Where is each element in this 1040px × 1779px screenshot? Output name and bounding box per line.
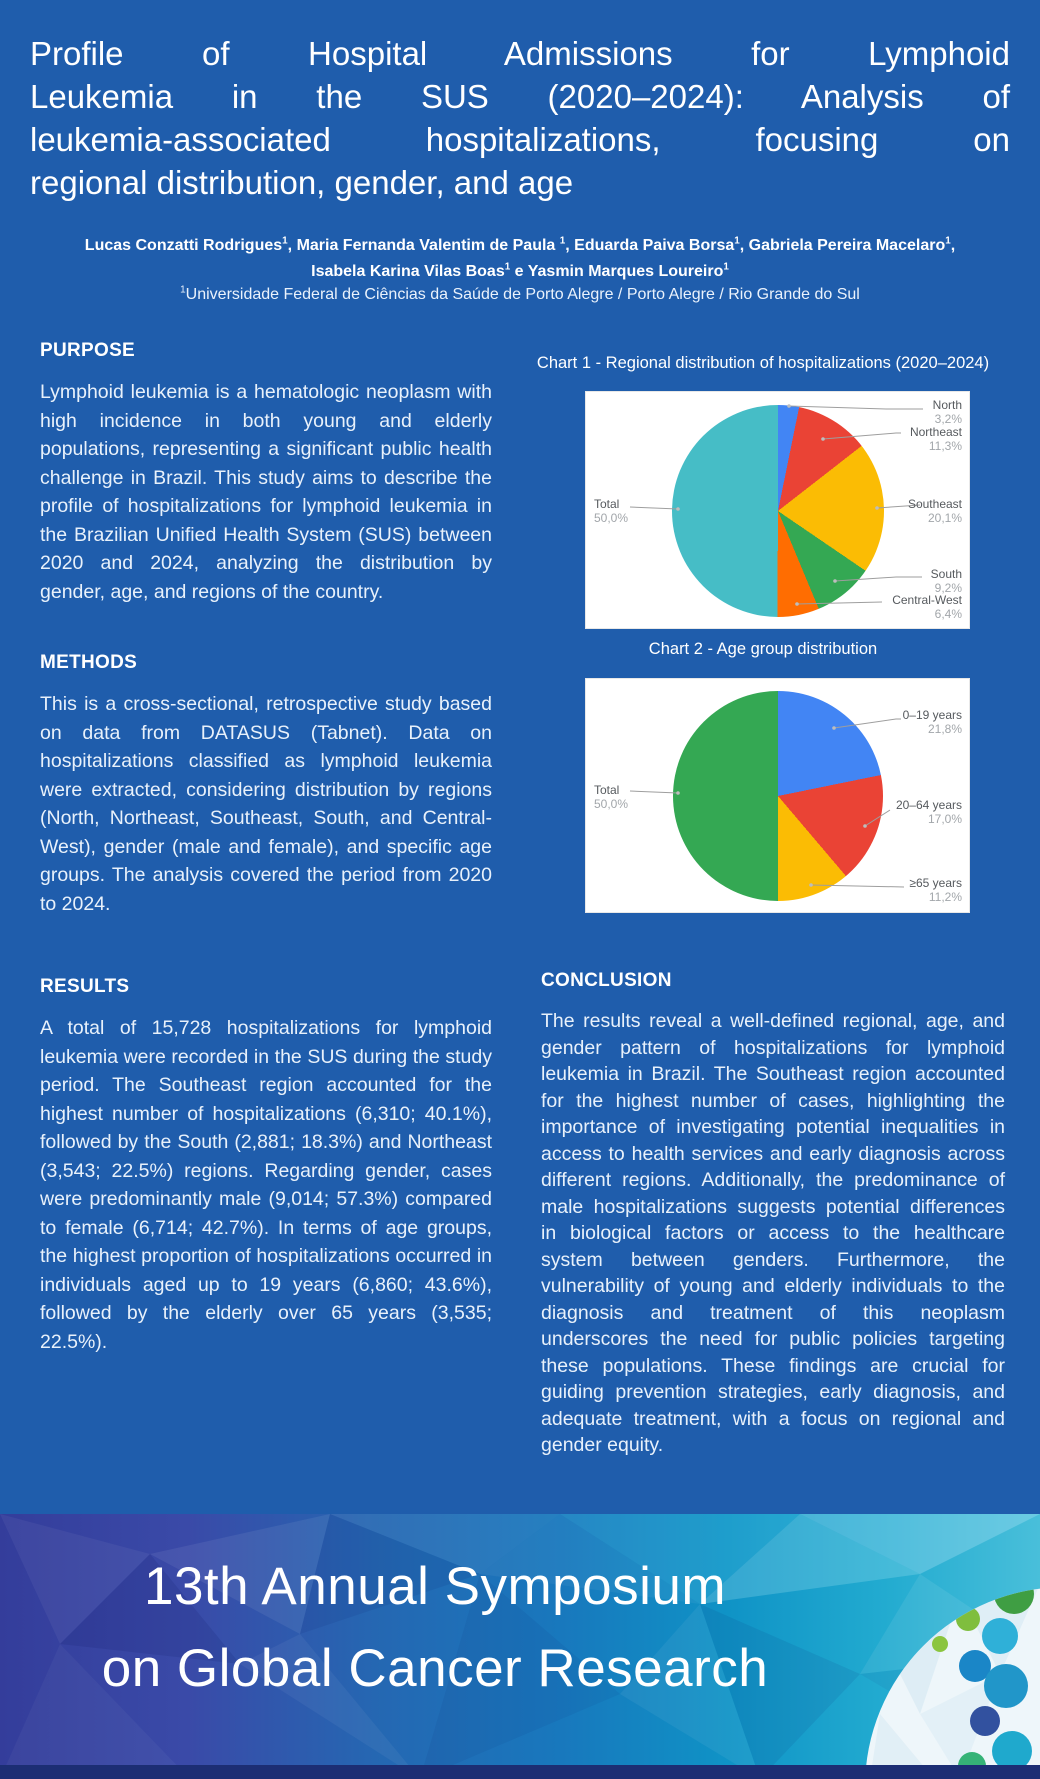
purpose-body: Lymphoid leukemia is a hematologic neoplasm with high incidence in both young and elderly populations, representing a significant public health challenge in Brazil. This study aims to describe the profile of hospitalizations for lymphoid leukemia in the Brazilian Unified Health System (SUS) between 2020 and 2024, analyzing the distribution by gender, age, and regions of the country. [40,381,492,603]
chart2-label-0-19: 0–19 years 21,8% [902,708,962,736]
conclusion-body: The results reveal a well-defined regional, age, and gender pattern of hospitalizations for lymphoid leukemia in Brazil. The Southeast region accounted for the highest number of cases, highlighting the importance of investigating potential inequalities in access to health services and early diagnosis across different regions. Additionally, the predominance of male hospitalizations suggests potential differences in biological factors or access to the healthcare system between genders. Furthermore, the vulnerability of young and elderly individuals to the diagnosis and treatment of this neoplasm underscores the need for public policies targeting these populations. These findings are crucial for guiding prevention strategies, early diagnosis, and adequate treatment, with a focus on regional and gender equity. [541,1010,1005,1456]
authors-line-2: Isabela Karina Vilas Boas$^1$ e Yasmin Marques Loureiro$^1$ [311,261,729,280]
chart2-label-total: Total 50,0% [594,783,629,811]
chart1-label-total: Total 50,0% [594,497,629,525]
title-line: regional distribution, gender, and age [30,164,574,201]
chart1-title: Chart 1 - Regional distribution of hospitalizations (2020–2024) [536,354,990,372]
chart1-label-southeast: Southeast 20,1% [907,497,962,525]
title-line: leukemia-associated hospitalizations, focusing on [30,121,1010,158]
symposium-title-line1: 13th Annual Symposium [143,1557,727,1616]
chart1-label-south: South 9,2% [930,567,962,595]
purpose-heading: PURPOSE [40,340,136,361]
chart1-label-north: North 3,2% [932,398,962,426]
methods-heading: METHODS [40,652,138,673]
chart1-figure [585,391,970,629]
affiliation: $^1$Universidade Federal de Ciências da Saúde de Porto Alegre / Porto Alegre / Rio Grande do Sul [180,284,860,303]
authors-line-1: Lucas Conzatti Rodrigues$^1$, Maria Fernanda Valentim de Paula $^1$, Eduarda Paiva Borsa$^1$, Gabriela Pereira Macelaro$^1$, [84,235,956,254]
results-body: A total of 15,728 hospitalizations for lymphoid leukemia were recorded in the SUS during the study period. The Southeast region accounted for the highest number of hospitalizations (6,310; 40.1%), followed by the South (2,881; 18.3%) and Northeast (3,543; 22.5%) regions. Regarding gender, cases were predominantly male (9,014; 57.3%) compared to female (6,714; 42.7%). In terms of age groups, the highest proportion of hospitalizations occurred in individuals aged up to 19 years (6,860; 43.6%), followed by the elderly over 65 years (3,535; 22.5%). [40,1017,492,1353]
conclusion-heading: CONCLUSION [541,970,672,991]
chart2-label-20-64: 20–64 years 17,0% [895,798,962,826]
results-heading: RESULTS [40,976,130,997]
footer-strip [0,1765,1040,1779]
symposium-title-line2: on Global Cancer Research [101,1639,769,1698]
chart2-title: Chart 2 - Age group distribution [648,640,878,658]
title-line: Profile of Hospital Admissions for Lymphoid [30,35,1010,72]
chart2-figure [585,678,970,913]
chart1-label-central-west: Central-West 6,4% [892,593,962,621]
chart2-label-65plus: ≥65 years 11,2% [909,876,962,904]
methods-body: This is a cross-sectional, retrospective study based on data from DATASUS (Tabnet). Data on hospitalizations classified as lymphoid leukemia were extracted, considering distribution by regions (North, Northeast, Southeast, South, and Central-West), gender (male and female), and specific age groups. The analysis covered the period from 2020 to 2024. [40,693,492,915]
poster-title [30,32,1010,204]
title-line: Leukemia in the SUS (2020–2024): Analysis of [30,78,1010,115]
chart1-label-northeast: Northeast 11,3% [909,425,962,453]
